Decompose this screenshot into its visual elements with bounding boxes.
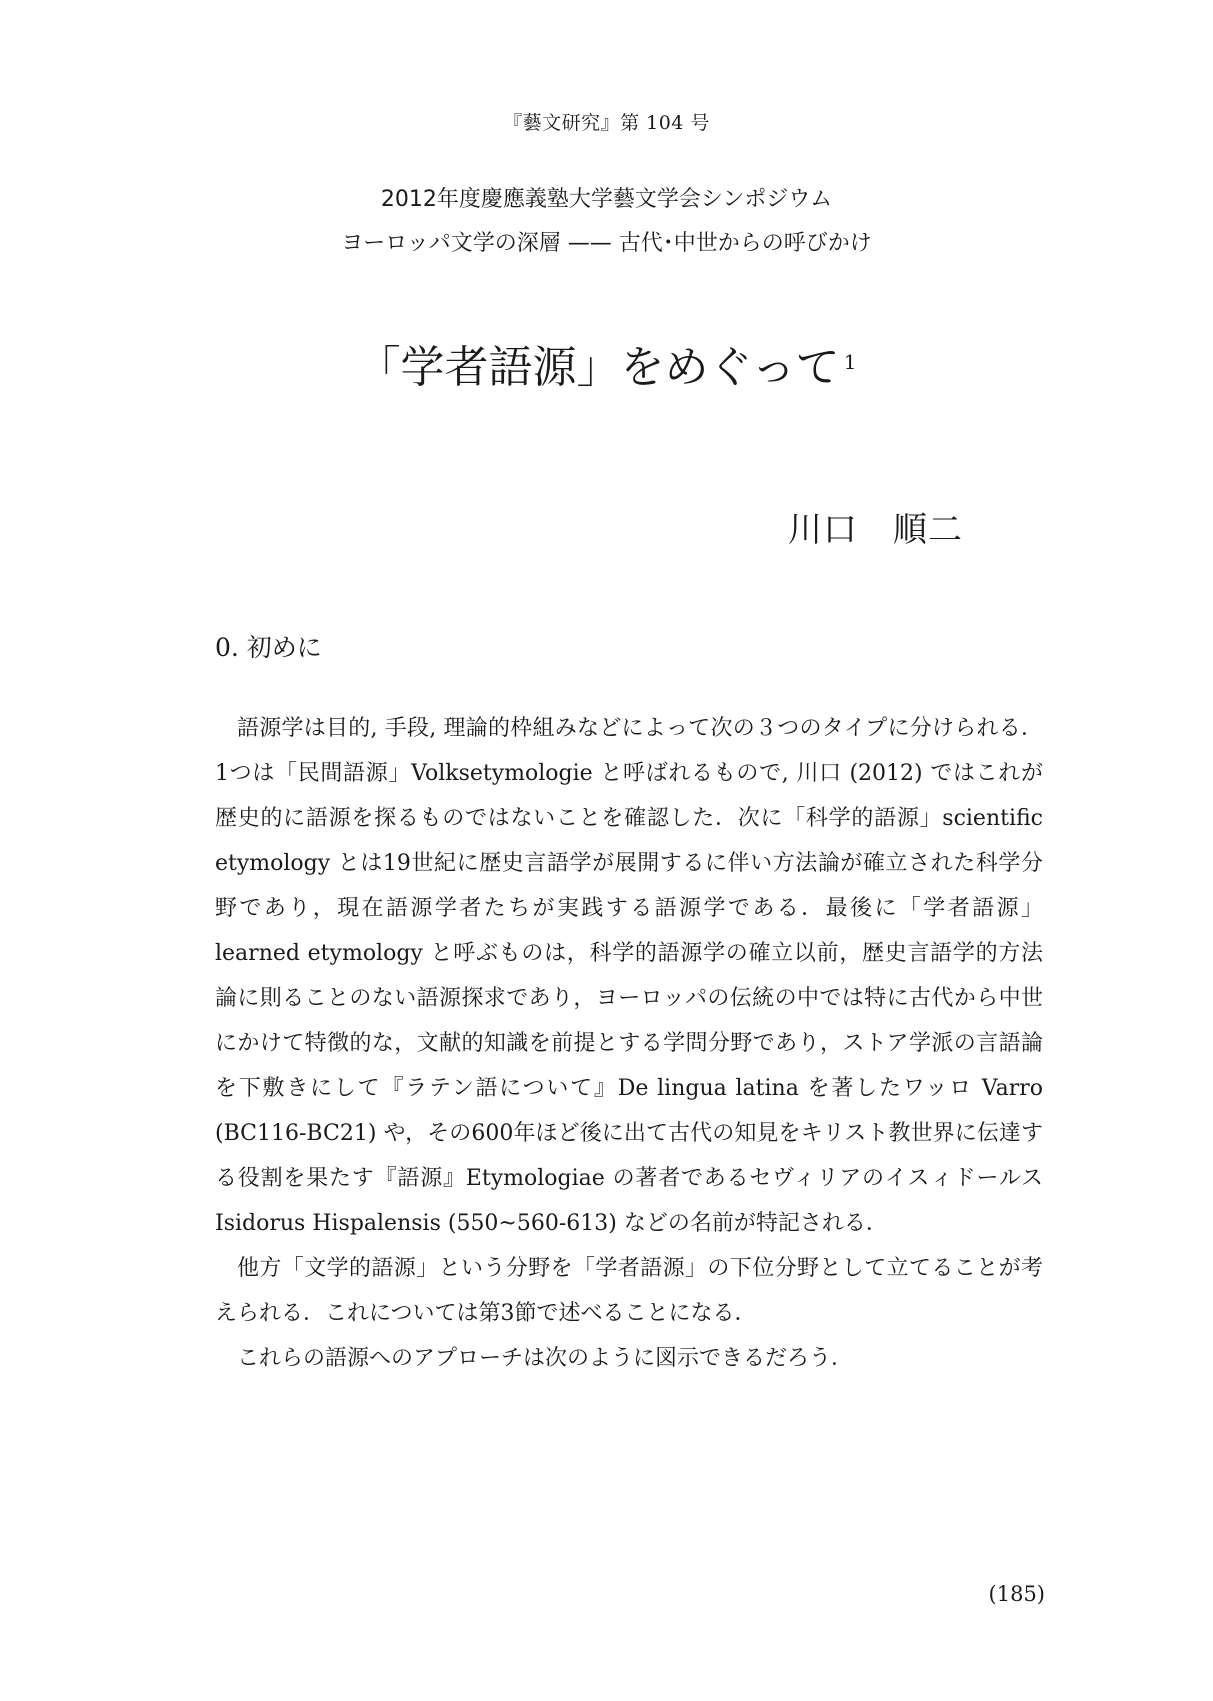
paragraph: 語源学は目的, 手段, 理論的枠組みなどによって次の３つのタイプに分けられる．1つは「民間語源」Volksetymologie と呼ばれるもので, 川口 (2012) ではこれが歴史的に語源を探るものではないことを確認した．次に「科学的語源」scientific etymology とは19世紀に歴史言語学が展開するに伴い方法論が確立された科学分野であり，現在語源学者たちが実践する語源学である．最後に「学者語源」learned etymology と呼ぶものは，科学的語源学の確立以前，歴史言語学的方法論に則ることのない語源探求であり，ヨーロッパの伝統の中では特に古代から中世にかけて特徴的な，文献的知識を前提とする学問分野であり，ストア学派の言語論を下敷きにして『ラテン語について』De lingua latina を著したワッロ Varro (BC116-BC21) や，その600年ほど後に出て古代の知見をキリスト教世界に伝達する役割を果たす『語源』Etymologiae の著者であるセヴィリアのイスィドールス Isidorus Hispalensis (550~560-613) などの名前が特記される． bbox=[215, 716, 1043, 1236]
section-heading: 0. 初めに bbox=[215, 633, 322, 662]
symposium-title: 2012年度慶應義塾大学藝文学会シンポジウム bbox=[380, 187, 833, 212]
article-title bbox=[0, 340, 1213, 396]
paragraph: これらの語源へのアプローチは次のように図示できるだろう． bbox=[237, 1346, 854, 1371]
title-footnote-marker[interactable]: 1 bbox=[843, 350, 857, 374]
article-title-text: 「学者語源」をめぐって bbox=[356, 342, 840, 393]
paragraph: 他方「文学的語源」という分野を「学者語源」の下位分野として立てることが考えられる．これについては第3節で述べることになる． bbox=[215, 1256, 1043, 1326]
page-number: (185) bbox=[988, 1582, 1045, 1606]
author-name: 川口 順二 bbox=[788, 510, 963, 550]
running-head: 『藝文研究』第 104 号 bbox=[503, 112, 710, 134]
body-text bbox=[215, 706, 1043, 1381]
symposium-subtitle: ヨーロッパ文学の深層 —— 古代･中世からの呼びかけ bbox=[341, 231, 872, 256]
